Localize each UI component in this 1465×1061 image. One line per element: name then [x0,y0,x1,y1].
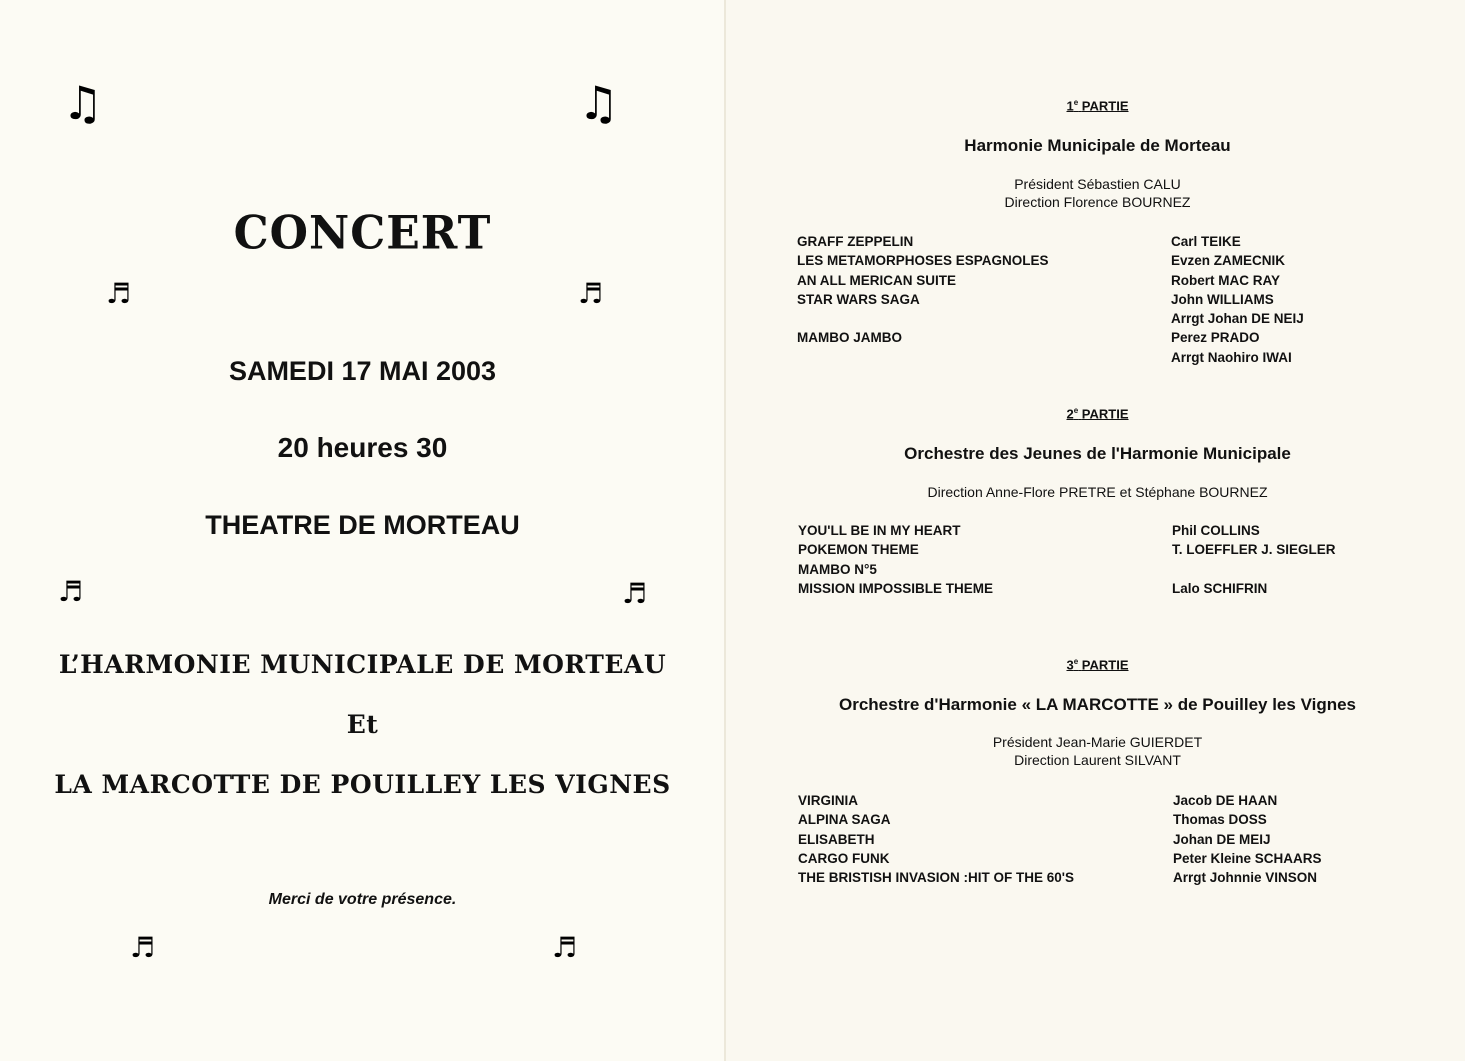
music-note-icon: ♫ [62,76,104,130]
list-item: YOU'LL BE IN MY HEART [798,523,961,538]
list-item: T. LOEFFLER J. SIEGLER [1172,542,1336,558]
list-item: GRAFF ZEPPELIN [797,234,914,249]
part-3-composers [1173,791,1322,887]
music-note-icon: ♬ [106,277,132,310]
list-item: Arrgt Johan DE NEIJ [1171,311,1304,327]
list-item: ELISABETH [798,831,875,847]
part-2-composers [1172,521,1336,598]
part-3-orchestra: Orchestre d'Harmonie « LA MARCOTTE » de Pouilley les Vignes [838,695,1356,714]
list-item [797,309,1049,328]
list-item: THE BRISTISH INVASION :HIT OF THE 60'S [798,870,1074,886]
list-item: John WILLIAMS [1171,291,1274,307]
part-2-staff: Direction Anne-Flore PRETRE et Stéphane BOURNEZ [927,484,1268,500]
music-note-icon: ♬ [130,931,156,964]
music-note-icon: ♬ [552,931,578,964]
ensemble-conjunction: Et [346,710,379,739]
part-1-staff: Président Sébastien CALU Direction Florence BOURNEZ [1004,176,1191,210]
list-item: MAMBO N°5 [798,561,877,577]
part-2-orchestra: Orchestre des Jeunes de l'Harmonie Municipale [904,444,1291,463]
music-note-icon: ♬ [58,575,84,608]
list-item: AN ALL MERICAN SUITE [797,272,957,288]
ensemble-2: LA MARCOTTE DE POUILLEY LES VIGNES [54,770,671,799]
music-note-icon: ♬ [578,277,604,310]
list-item: POKEMON THEME [798,542,919,558]
part-1-orchestra: Harmonie Municipale de Morteau [964,136,1231,155]
list-item: Arrgt Johnnie VINSON [1173,870,1318,886]
part-3-pieces [798,791,1074,887]
part-1-composers [1171,232,1304,367]
list-item: Perez PRADO [1171,330,1260,346]
list-item: STAR WARS SAGA [797,291,920,307]
list-item: VIRGINIA [798,793,859,808]
list-item: Evzen ZAMECNIK [1171,253,1286,269]
list-item: Phil COLLINS [1172,523,1260,538]
list-item: Thomas DOSS [1173,812,1267,828]
concert-venue: THEATRE DE MORTEAU [205,510,520,540]
concert-title: CONCERT [233,206,492,261]
music-note-icon: ♫ [578,76,620,130]
list-item: Robert MAC RAY [1171,272,1281,288]
ensemble-1: L’HARMONIE MUNICIPALE DE MORTEAU [58,650,667,679]
part-1-pieces [797,232,1049,367]
list-item: LES METAMORPHOSES ESPAGNOLES [797,253,1049,269]
concert-date: SAMEDI 17 MAI 2003 [228,356,497,386]
thanks-note: Merci de votre présence. [268,891,457,908]
list-item: Peter Kleine SCHAARS [1173,850,1322,866]
music-note-icon: ♬ [622,577,648,610]
list-item: MISSION IMPOSSIBLE THEME [798,580,994,596]
list-item: Carl TEIKE [1171,234,1241,249]
list-item: Lalo SCHIFRIN [1172,580,1268,596]
part-2-pieces [798,521,993,598]
list-item [1172,560,1336,579]
list-item: Arrgt Naohiro IWAI [1171,349,1292,365]
list-item: Jacob DE HAAN [1173,793,1278,808]
part-3-staff: Président Jean-Marie GUIERDET Direction Laurent SILVANT [992,734,1203,768]
list-item: ALPINA SAGA [798,812,891,828]
part-1-label: 1e PARTIE [1066,98,1129,114]
concert-time: 20 heures 30 [277,432,448,463]
list-item: MAMBO JAMBO [797,330,902,346]
list-item: Johan DE MEIJ [1173,831,1271,847]
list-item [797,348,1049,367]
list-item: CARGO FUNK [798,850,890,866]
part-3-label: 3e PARTIE [1066,657,1129,673]
part-2-label: 2e PARTIE [1066,406,1129,422]
